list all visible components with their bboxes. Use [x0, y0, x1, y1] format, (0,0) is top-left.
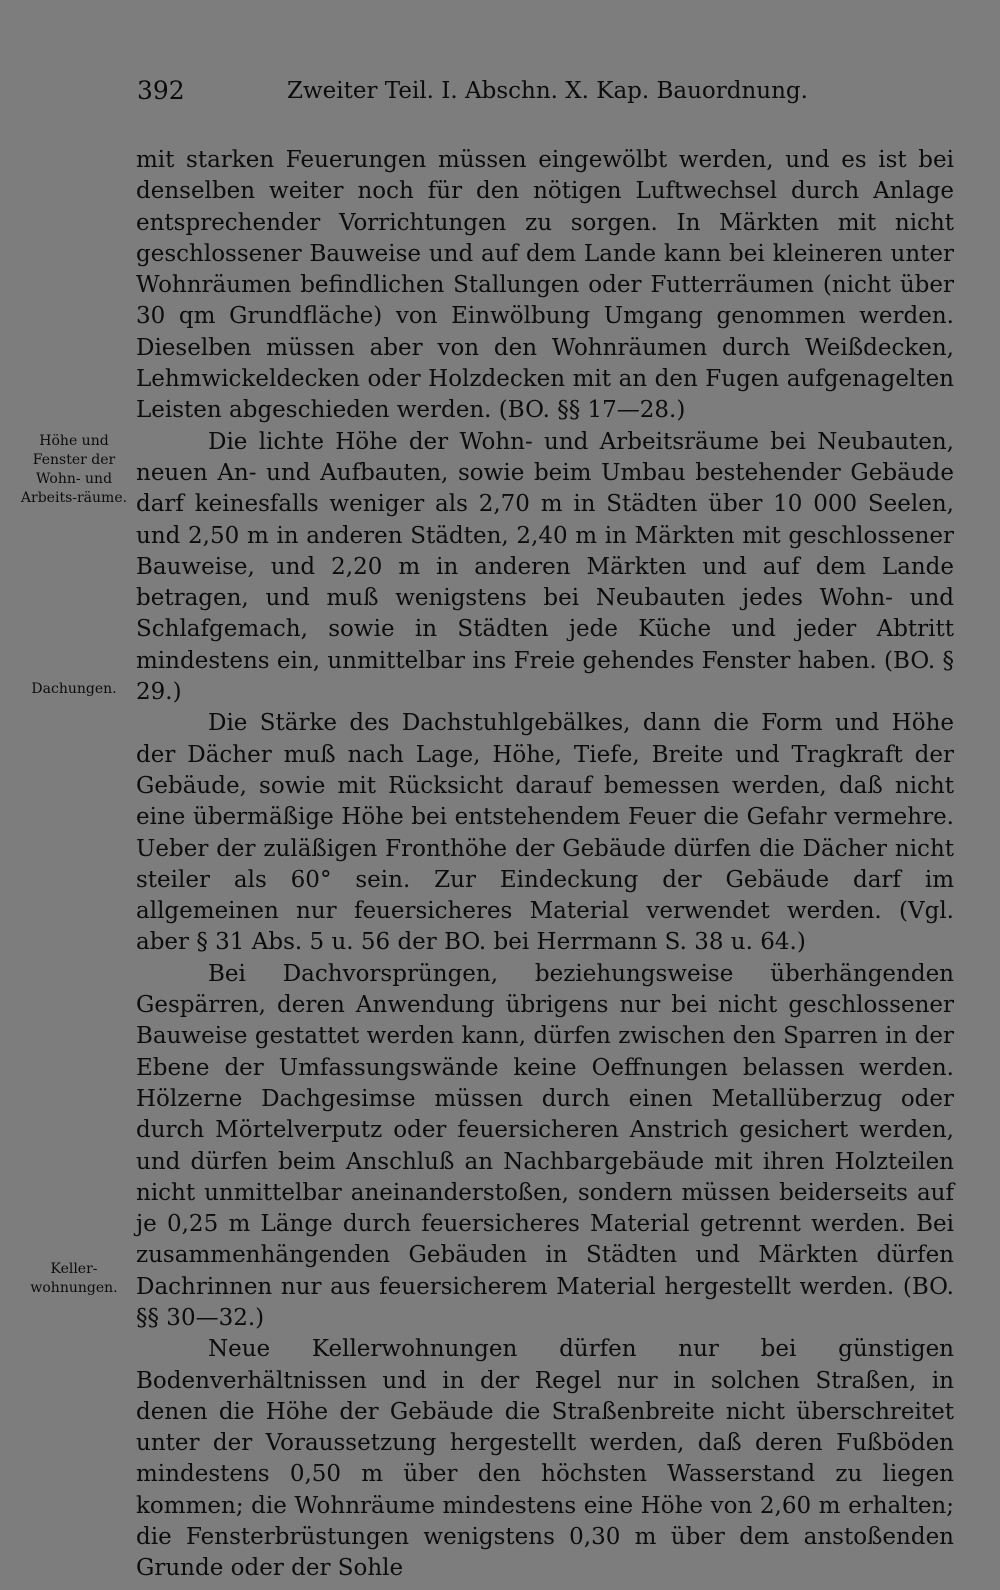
page-header: [137, 76, 807, 106]
margin-note-cellar-dwellings: Keller-wohnungen.: [30, 1261, 118, 1296]
running-head: Zweiter Teil. I. Abschn. X. Kap. Bauordnung.: [287, 78, 808, 104]
paragraph: Bei Dachvorsprüngen, beziehungsweise überhängenden Gespärren, deren Anwendung übrigens nur bei nicht geschlossener Bauweise gestattet werden kann, dürfen zwischen den Sparren in der Ebene der Umfassungswände keine Oeffnungen belassen werden. Hölzerne Dachgesimse müssen durch einen Metallüberzug oder durch Mörtelverputz oder feuersicheren Anstrich gesichert werden, und dürfen beim Anschluß an Nachbargebäude mit ihren Holzteilen nicht unmittelbar aneinanderstoßen, sondern müssen beiderseits auf je 0,25 m Länge durch feuersicheres Material getrennt werden. Bei zusammenhängenden Gebäuden in Städten und Märkten dürfen Dachrinnen nur aus feuersicherem Material hergestellt werden. (BO. §§ 30—32.): [136, 960, 954, 1331]
paragraph: Die lichte Höhe der Wohn- und Arbeitsräume bei Neubauten, neuen An- und Aufbauten, sowie beim Umbau bestehender Gebäude darf keinesfalls weniger als 2,70 m in Städten über 10 000 Seelen, und 2,50 m in anderen Städten, 2,40 m in Märkten mit geschlossener Bauweise, und 2,20 m in anderen Märkten und auf dem Lande betragen, und muß wenigstens bei Neubauten jedes Wohn- und Schlafgemach, sowie in Städten jede Küche und jeder Abtritt mindestens ein, unmittelbar ins Freie gehendes Fenster haben. (BO. § 29.): [136, 428, 954, 706]
paragraph: mit starken Feuerungen müssen eingewölbt werden, und es ist bei denselben weiter noch für den nötigen Luftwechsel durch Anlage entsprechender Vorrichtungen zu sorgen. In Märkten mit nicht geschlossener Bauweise und auf dem Lande kann bei kleineren unter Wohnräumen befindlichen Stallungen oder Futterräumen (nicht über 30 qm Grundfläche) von Einwölbung Umgang genommen werden. Dieselben müssen aber von den Wohnräumen durch Weißdecken, Lehmwickeldecken oder Holzdecken mit an den Fugen aufgenagelten Leisten abgeschieden werden. (BO. §§ 17—28.): [136, 147, 954, 424]
margin-note-roofing: Dachungen.: [31, 681, 117, 697]
paragraph: Neue Kellerwohnungen dürfen nur bei günstigen Bodenverhältnissen und in der Regel nur in solchen Straßen, in denen die Höhe der Gebäude die Straßenbreite nicht überschreitet unter der Voraussetzung hergestellt werden, daß deren Fußböden mindestens 0,50 m über den höchsten Wasserstand zu liegen kommen; die Wohnräume mindestens eine Höhe von 2,60 m erhalten; die Fensterbrüstungen wenigstens 0,30 m über dem anstoßenden Grunde oder der Sohle: [136, 1336, 954, 1582]
margin-note-room-height: Höhe und Fenster der Wohn- und Arbeits-räume.: [20, 433, 128, 506]
page-number: 392: [137, 76, 185, 105]
paragraph: Die Stärke des Dachstuhlgebälkes, dann die Form und Höhe der Dächer muß nach Lage, Höhe, Tiefe, Breite und Tragkraft der Gebäude, sowie mit Rücksicht darauf bemessen werden, daß nicht eine übermäßige Höhe bei entstehendem Feuer die Gefahr vermehre. Ueber der zuläßigen Fronthöhe der Gebäude dürfen die Dächer nicht steiler als 60° sein. Zur Eindeckung der Gebäude darf im allgemeinen nur feuersicheres Material verwendet werden. (Vgl. aber § 31 Abs. 5 u. 56 der BO. bei Herrmann S. 38 u. 64.): [136, 710, 954, 956]
body-text: [136, 145, 954, 1585]
